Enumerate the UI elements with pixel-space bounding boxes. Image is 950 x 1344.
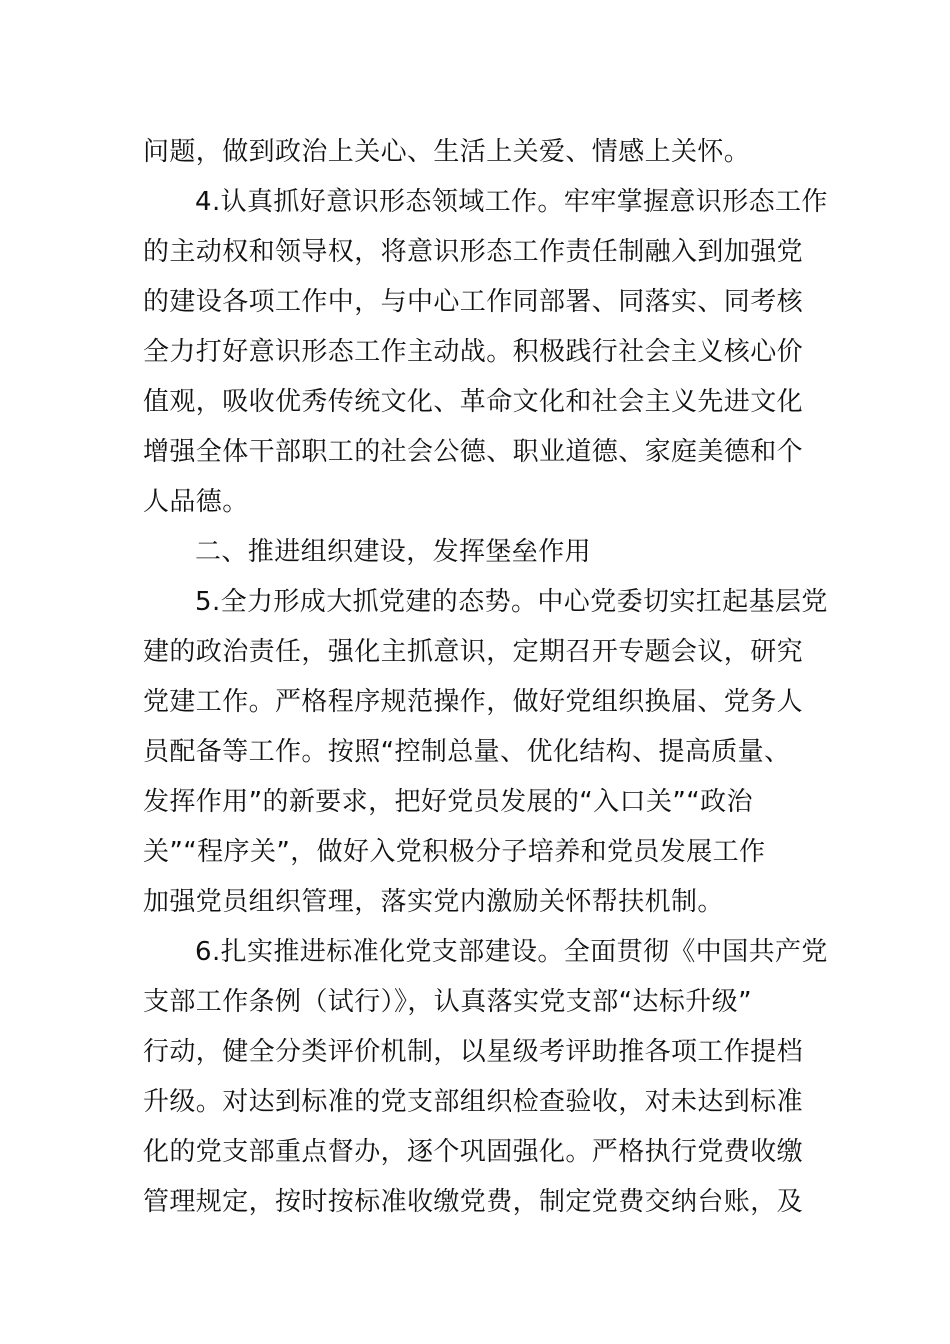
text-line: 党建工作。严格程序规范操作，做好党组织换届、党务人: [143, 687, 804, 717]
text-line: 问题，做到政治上关心、生活上关爱、情感上关怀。: [143, 137, 751, 167]
text-line: 全力打好意识形态工作主动战。积极践行社会主义核心价: [143, 337, 804, 367]
text-line: 行动，健全分类评价机制，以星级考评助推各项工作提档: [143, 1037, 804, 1067]
paragraph-4-start: 4.认真抓好意识形态领域工作。牢牢掌握意识形态工作: [195, 187, 828, 217]
text-line: 加强党员组织管理，落实党内激励关怀帮扶机制。: [143, 887, 724, 917]
text-line: 化的党支部重点督办，逐个巩固强化。严格执行党费收缴: [143, 1137, 804, 1167]
text-line: 的主动权和领导权，将意识形态工作责任制融入到加强党: [143, 237, 804, 267]
section-heading: 二、推进组织建设，发挥堡垒作用: [195, 537, 592, 567]
text-line: 支部工作条例（试行）》，认真落实党支部“达标升级”: [143, 987, 752, 1017]
text-line: 管理规定，按时按标准收缴党费，制定党费交纳台账，及: [143, 1187, 804, 1217]
text-line: 增强全体干部职工的社会公德、职业道德、家庭美德和个: [143, 437, 804, 467]
text-line: 关”“程序关”，做好入党积极分子培养和党员发展工作: [143, 837, 766, 867]
paragraph-6-start: 6.扎实推进标准化党支部建设。全面贯彻《中国共产党: [195, 937, 828, 967]
text-line: 人品德。: [143, 487, 249, 517]
text-line: 员配备等工作。按照“控制总量、优化结构、提高质量、: [143, 737, 791, 767]
text-line: 的建设各项工作中，与中心工作同部署、同落实、同考核: [143, 287, 804, 317]
text-line: 升级。对达到标准的党支部组织检查验收，对未达到标准: [143, 1087, 804, 1117]
paragraph-5-start: 5.全力形成大抓党建的态势。中心党委切实扛起基层党: [195, 587, 828, 617]
text-line: 建的政治责任，强化主抓意识，定期召开专题会议，研究: [143, 637, 804, 667]
document-body: [143, 127, 828, 1227]
text-line: 发挥作用”的新要求，把好党员发展的“入口关”“政治: [143, 787, 753, 817]
text-line: 值观，吸收优秀传统文化、革命文化和社会主义先进文化: [143, 387, 804, 417]
